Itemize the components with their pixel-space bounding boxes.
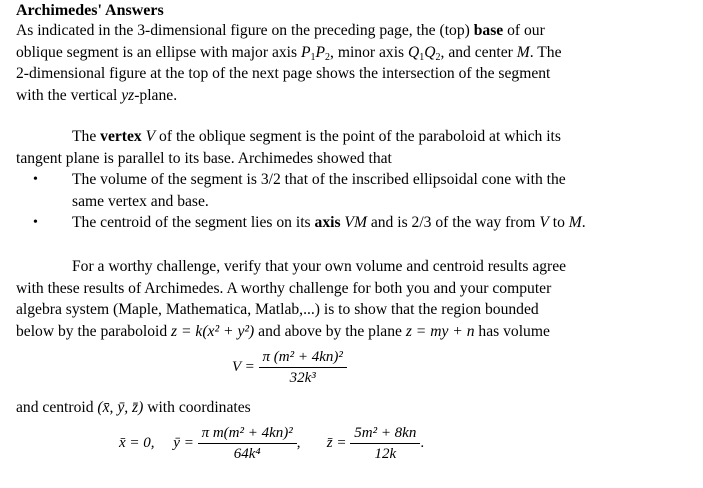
paragraph-vertex: [16, 126, 561, 169]
term-base: base: [473, 22, 504, 39]
text-line: The vertex V of the oblique segment is the point of the paraboloid at which its: [72, 128, 561, 145]
text-line: As indicated in the 3-dimensional figure on the preceding page, the (top) base of our: [16, 22, 545, 39]
centroid-y-fraction: $\frac{\text{π m(m² + 4kn)²}}{\text{64k⁴}}$: [198, 423, 297, 464]
page-title: Archimedes' Answers: [16, 2, 164, 19]
bullet-list: [16, 169, 696, 234]
centroid-y-lhs: ȳ =: [173, 434, 194, 451]
text-line: below by the paraboloid z = k(x² + y²) and above by the plane z = my + n has volume: [16, 322, 550, 340]
text-line: algebra system (Maple, Mathematica, Matlab,...) is to show that the region bounded: [16, 301, 539, 318]
text-line: For a worthy challenge, verify that your own volume and centroid results agree: [72, 258, 567, 275]
paragraph-base: [16, 20, 562, 106]
text-line: 2-dimensional figure at the top of the next page shows the intersection of the segment: [16, 65, 551, 82]
centroid-z-fraction: $\frac{\text{5m² + 8kn}}{12k}$: [350, 423, 420, 464]
volume-formula: V = $\frac{\text{π (m² + 4kn)²}}{\text{32k³}}$: [232, 347, 347, 388]
centroid-x: x̄ = 0,: [119, 434, 155, 451]
text-line: with the vertical yz-plane.: [16, 86, 178, 104]
centroid-label: and centroid (x̄, ȳ, z̄) with coordinates: [16, 399, 251, 416]
volume-fraction: $\frac{\text{π (m² + 4kn)²}}{\text{32k³}}$: [259, 347, 347, 388]
text-line: with these results of Archimedes. A worthy challenge for both you and your computer: [16, 279, 552, 297]
term-axis: axis: [314, 214, 341, 231]
centroid-z-lhs: z̄ =: [326, 434, 347, 451]
list-item: • The volume of the segment is 3/2 that of the inscribed ellipsoidal cone with the same vertex and base.: [33, 171, 566, 210]
text-line: tangent plane is parallel to its base. Archimedes showed that: [16, 149, 392, 167]
list-item: • The centroid of the segment lies on its axis VM and is 2/3 of the way from V to M.: [16, 212, 696, 234]
term-vertex: vertex: [100, 128, 142, 145]
paragraph-challenge: [16, 256, 566, 342]
plane-equation: z = my + n: [405, 322, 475, 340]
text-line: oblique segment is an ellipse with major axis $P_1P_2$, minor axis $Q_1Q_2$, and center M. The: [16, 43, 562, 63]
paraboloid-equation: z = k(x² + y²): [171, 322, 255, 340]
bullet-icon: •: [33, 172, 38, 187]
centroid-formulas: x̄ = 0, ȳ = $\frac{\text{π m(m² + 4kn)²}}{\text{64k⁴}}$ , z̄ = $\frac{\text{5m² + 8kn}}{12k}$ .: [119, 425, 425, 462]
bullet-icon: •: [33, 215, 38, 230]
